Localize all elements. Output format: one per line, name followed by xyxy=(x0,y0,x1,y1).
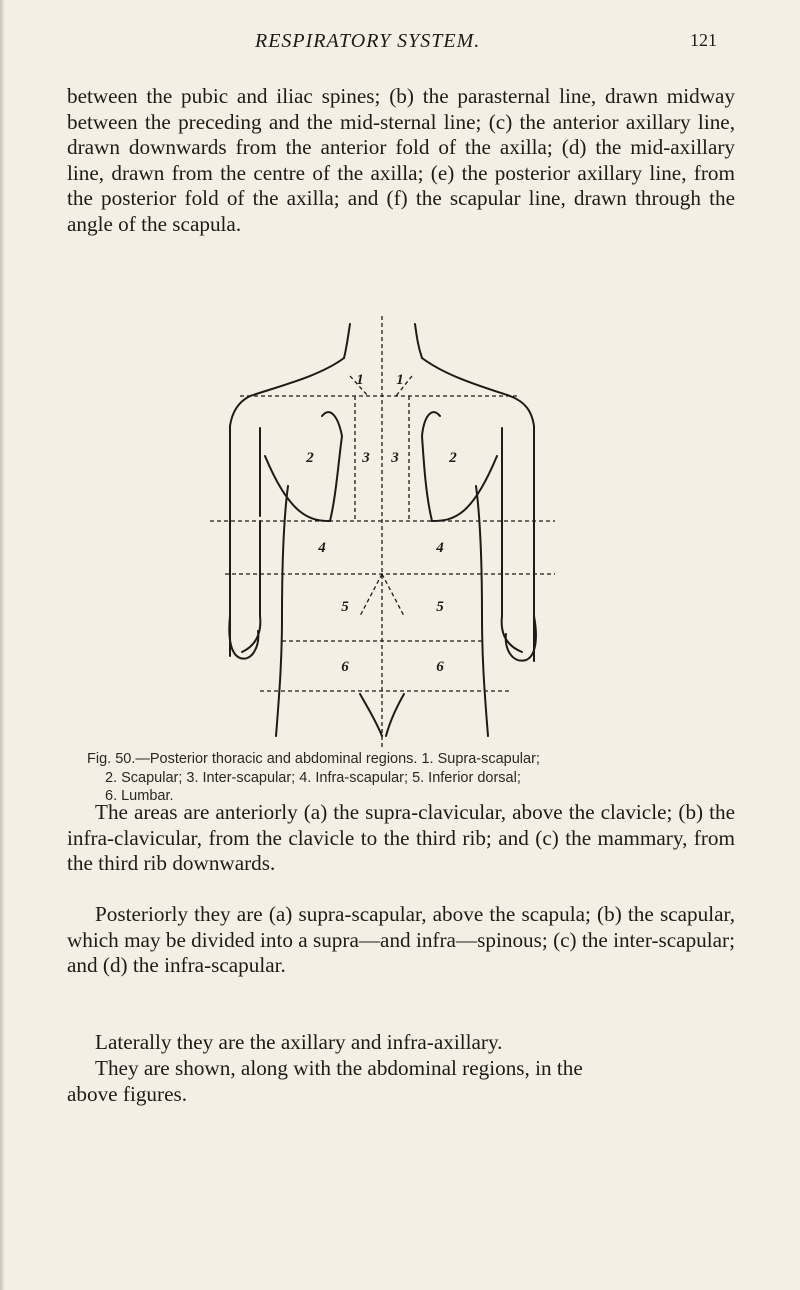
running-title: RESPIRATORY SYSTEM. xyxy=(255,30,481,52)
arm-left-inner xyxy=(242,428,260,652)
page-edge-shadow xyxy=(0,0,5,1290)
gluteal-cleft-right xyxy=(386,694,404,736)
region-label-5-right: 5 xyxy=(436,599,444,615)
paragraph-2: The areas are anteriorly (a) the supra-clavicular, above the clavicle; (b) the infra-clavicular, from the clavicle to the third rib; and (c) the mammary, from the third rib downwards. xyxy=(67,800,735,875)
region-label-3-left: 3 xyxy=(362,450,370,466)
page-number: 121 xyxy=(690,30,717,50)
region-label-6-left: 6 xyxy=(341,659,349,675)
paragraph-4: Laterally they are the axillary and infra-axillary. xyxy=(95,1030,503,1054)
paragraph-1: between the pubic and iliac spines; (b) the parasternal line, drawn midway between the preceding and the mid-sternal line; (c) the anterior axillary line, drawn downwards from the anterior fold of the axilla; (d) the mid-axillary line, drawn from the centre of the axilla; (e) the posterior axillary line, from the posterior fold of the axilla; and (f) the scapular line, drawn through the angle of the scapula. xyxy=(67,84,735,236)
region-label-3-right: 3 xyxy=(391,450,399,466)
caption-line-3: 6. Lumbar. xyxy=(105,788,174,804)
paragraph-5b: above figures. xyxy=(67,1082,188,1106)
scapula-left xyxy=(265,412,342,521)
region-label-1-left: 1 xyxy=(356,372,364,388)
torso-right-side xyxy=(476,486,488,736)
region-label-2-right: 2 xyxy=(449,450,457,466)
region-label-4-left: 4 xyxy=(318,540,326,556)
caption-line-1: Fig. 50.—Posterior thoracic and abdominal regions. 1. Supra-scapular; xyxy=(87,751,540,767)
shoulder-left-outline xyxy=(230,358,344,426)
caption-line-2: 2. Scapular; 3. Inter-scapular; 4. Infra-scapular; 5. Inferior dorsal; xyxy=(105,769,521,786)
arm-right-inner xyxy=(502,428,522,652)
region-label-1-right: 1 xyxy=(396,372,404,388)
scapula-right xyxy=(422,412,497,521)
region-label-5-left: 5 xyxy=(341,599,349,615)
neck-right-outline xyxy=(415,324,422,358)
paragraph-3: Posteriorly they are (a) supra-scapular, above the scapula; (b) the scapular, which may be divided into a supra—and infra—spinous; (c) the inter-scapular; and (d) the infra-scapular. xyxy=(67,902,735,977)
region-label-2-left: 2 xyxy=(306,450,314,466)
region-label-6-right: 6 xyxy=(436,659,444,675)
figure-caption xyxy=(67,750,735,806)
hand-right xyxy=(506,616,536,661)
line-dorsal-right xyxy=(382,574,404,616)
paragraph-5a: They are shown, along with the abdominal regions, in the xyxy=(95,1056,583,1080)
neck-left-outline xyxy=(344,324,350,358)
gluteal-cleft-left xyxy=(360,694,382,736)
figure-posterior-regions xyxy=(210,316,570,748)
running-head xyxy=(0,30,800,60)
posterior-torso-diagram xyxy=(210,316,570,748)
region-label-4-right: 4 xyxy=(436,540,444,556)
line-dorsal-left xyxy=(360,574,382,616)
torso-left-side xyxy=(276,486,288,736)
